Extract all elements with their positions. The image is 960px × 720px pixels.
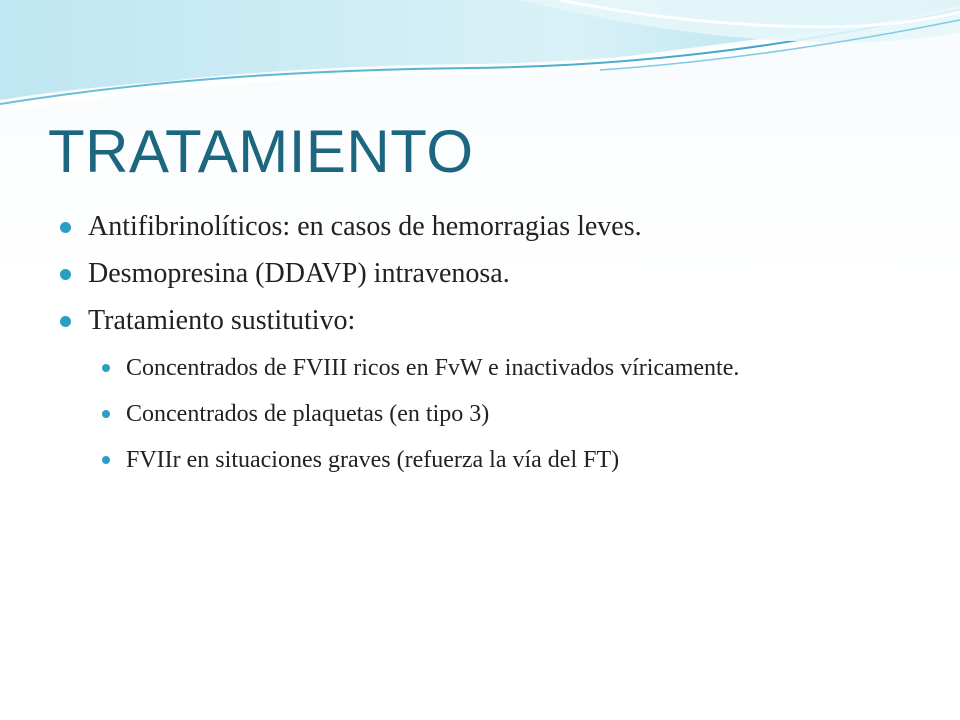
sub-bullet-list: [60, 352, 920, 476]
sub-bullet-text: FVIIr en situaciones graves (refuerza la vía del FT): [126, 447, 620, 473]
bullet-list: [60, 210, 920, 490]
sub-bullet-dot-icon: [102, 410, 110, 418]
slide-title: TRATAMIENTO: [48, 118, 474, 185]
bullet-dot-icon: [60, 316, 71, 327]
bullet-text: Desmopresina (DDAVP) intravenosa.: [88, 258, 510, 289]
sub-bullet-dot-icon: [102, 456, 110, 464]
sub-bullet-item: [100, 398, 920, 430]
sub-bullet-item: [100, 444, 920, 476]
bullet-text: Tratamiento sustitutivo:: [88, 305, 356, 336]
sub-bullet-text: Concentrados de FVIII ricos en FvW e inactivados víricamente.: [126, 355, 740, 381]
bullet-item: [60, 210, 920, 244]
bullet-item: [60, 304, 920, 476]
sub-bullet-text: Concentrados de plaquetas (en tipo 3): [126, 401, 490, 427]
header-wave-decoration: [0, 0, 960, 120]
sub-bullet-dot-icon: [102, 364, 110, 372]
bullet-text: Antifibrinolíticos: en casos de hemorragias leves.: [88, 211, 642, 242]
bullet-dot-icon: [60, 269, 71, 280]
bullet-dot-icon: [60, 222, 71, 233]
sub-bullet-item: [100, 352, 920, 384]
bullet-item: [60, 257, 920, 291]
